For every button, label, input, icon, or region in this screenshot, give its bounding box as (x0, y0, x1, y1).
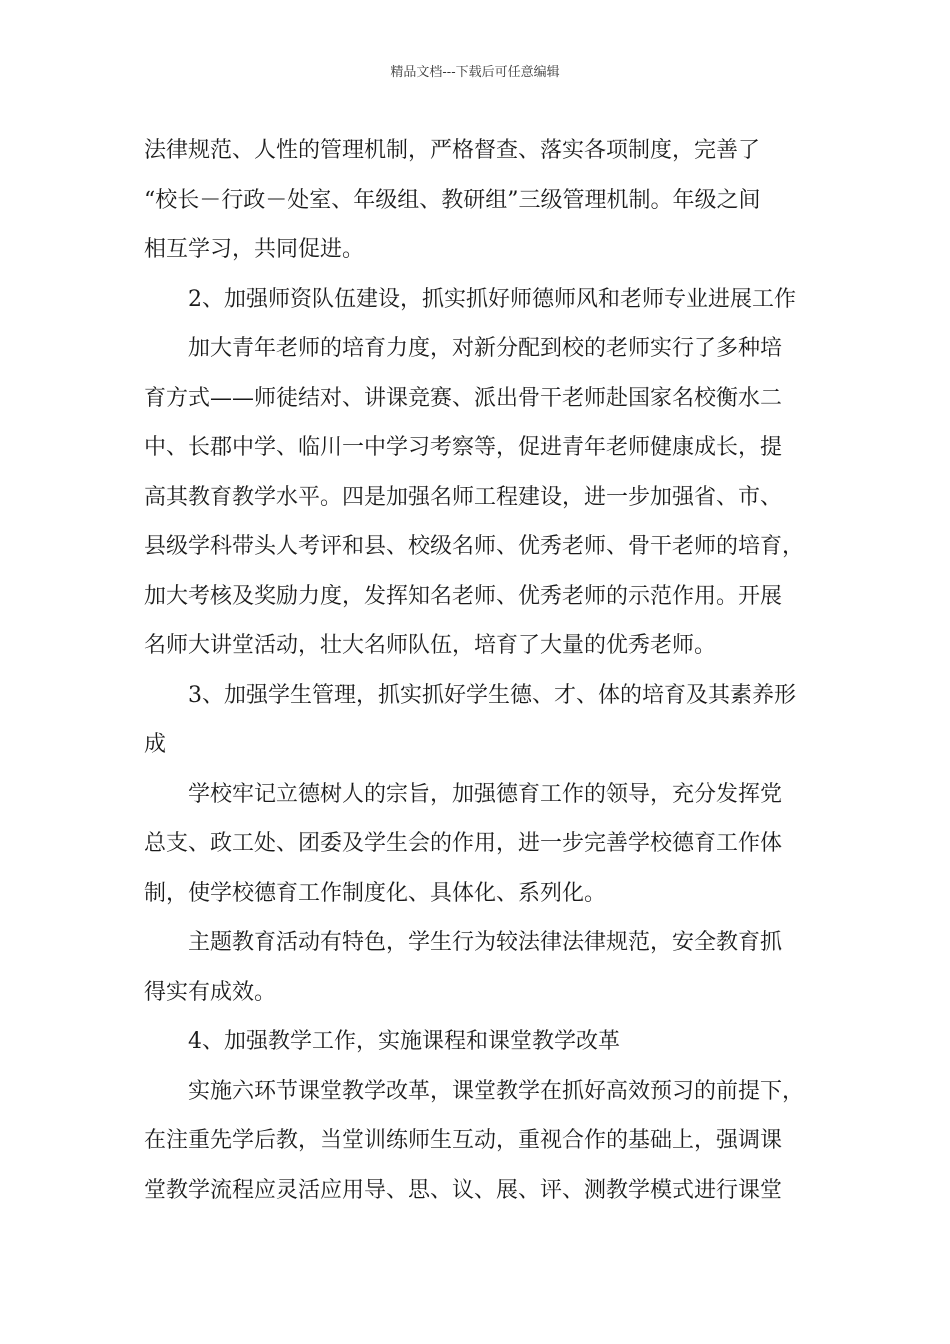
text-line: 名师大讲堂活动，壮大名师队伍，培育了大量的优秀老师。 (144, 633, 717, 658)
document-body (144, 126, 808, 1215)
section-heading: 4、加强教学工作，实施课程和课堂教学改革 (188, 1029, 620, 1054)
text-line: 学校牢记立德树人的宗旨，加强德育工作的领导，充分发挥党 (188, 781, 783, 807)
text-line: 加大青年老师的培育力度，对新分配到校的老师实行了多种培 (188, 336, 783, 361)
text-line: 高其教育教学水平。四是加强名师工程建设，进一步加强省、市、 (144, 484, 783, 510)
text-line: 制，使学校德育工作制度化、具体化、系列化。 (144, 880, 607, 906)
section-heading: 3、加强学生管理，抓实抓好学生德、才、体的培育及其素养形 (188, 682, 796, 708)
text-line: 育方式——师徒结对、讲课竞赛、派出骨干老师赴国家名校衡水二 (144, 385, 783, 411)
section-heading: 成 (144, 732, 167, 757)
text-line: “校长－行政－处室、年级组、教研组”三级管理机制。年级之间 (144, 187, 761, 213)
text-line: 法律规范、人性的管理机制，严格督查、落实各项制度，完善了 (144, 138, 761, 163)
text-line: 得实有成效。 (144, 979, 277, 1005)
text-line: 实施六环节课堂教学改革，课堂教学在抓好高效预习的前提下， (188, 1078, 805, 1104)
text-line: 堂教学流程应灵活应用导、思、议、展、评、测教学模式进行课堂 (144, 1177, 783, 1203)
text-line: 加大考核及奖励力度，发挥知名老师、优秀老师的示范作用。开展 (144, 583, 783, 609)
text-line: 主题教育活动有特色，学生行为较法律法律规范，安全教育抓 (188, 930, 783, 955)
section-heading: 2、加强师资队伍建设，抓实抓好师德师风和老师专业进展工作 (188, 286, 796, 312)
text-line: 中、长郡中学、临川一中学习考察等，促进青年老师健康成长，提 (144, 435, 783, 460)
page-header: 精品文档---下载后可任意编辑 (390, 65, 560, 80)
text-line: 相互学习，共同促进。 (144, 237, 365, 262)
text-line: 在注重先学后教，当堂训练师生互动，重视合作的基础上，强调课 (144, 1128, 783, 1153)
text-line: 县级学科带头人考评和县、校级名师、优秀老师、骨干老师的培育， (144, 534, 805, 559)
text-line: 总支、政工处、团委及学生会的作用，进一步完善学校德育工作体 (144, 831, 783, 856)
